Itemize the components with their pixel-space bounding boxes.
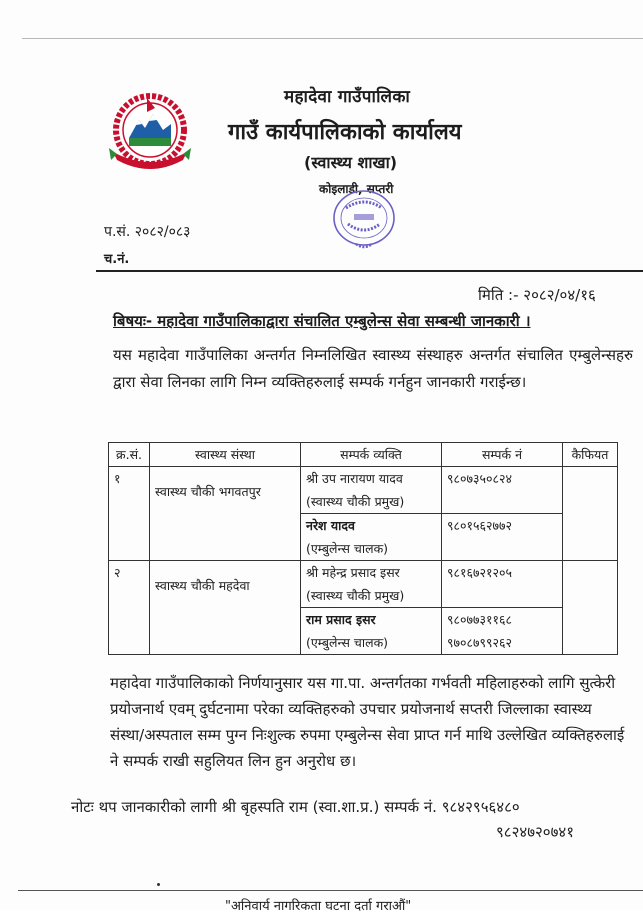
contact-person-cell: [301, 561, 442, 608]
row-institution: स्वास्थ्य चौकी भगवतपुर: [150, 467, 301, 561]
header-remarks: कैफियत: [563, 443, 618, 467]
municipality-name: महादेवा गाउँपालिका: [284, 87, 411, 107]
table-row: [109, 467, 618, 514]
contact-role: (स्वास्थ्य चौकी प्रमुख): [306, 588, 405, 603]
contact-role: (एम्बुलेन्स चालक): [306, 635, 389, 650]
office-name: गाउँ कार्यपालिकाको कार्यालय: [228, 120, 462, 145]
table-header-row: [109, 443, 618, 467]
contact-name: राम प्रसाद इसर: [306, 612, 376, 627]
intro-paragraph: यस महादेवा गाउँपालिका अन्तर्गत निम्नलिखित स्वास्थ्य संस्थाहरु अन्तर्गत संचालित एम्बुलेन्सहरु द्वारा सेवा लिनका लागि निम्न व्यक्तिहरुलाई सम्पर्क गर्नहुन जानकारी गराईन्छ।: [113, 346, 633, 391]
note-line: नोटः थप जानकारीको लागी श्री बृहस्पति राम (स्वा.शा.प्र.) सम्पर्क नं. ९८४२९५६४८०: [71, 798, 520, 816]
contact-name: श्री महेन्द्र प्रसाद इसर: [306, 565, 400, 580]
contact-person-cell: [301, 608, 442, 655]
contact-phone: ९८०१५६२७७२: [442, 514, 563, 561]
ambulance-contacts-table: [108, 442, 618, 655]
municipality-emblem-logo: [103, 90, 197, 176]
footer-slogan: "अनिवार्य नागरिकता घटना दर्ता गराऔं": [225, 899, 412, 914]
dispatch-number: च.नं.: [104, 252, 130, 267]
page-top-border: [22, 38, 643, 39]
contact-name: नरेश यादव: [306, 518, 355, 533]
header-contact-number: सम्पर्क नं: [442, 443, 563, 467]
section-name: (स्वास्थ्य शाखा): [304, 153, 398, 172]
decision-paragraph: महादेवा गाउँपालिकाको निर्णयानुसार यस गा.पा. अन्तर्गतका गर्भवती महिलाहरुको लागि सुत्केरी प्रयोजनार्थ एवम् दुर्घटनामा परेका व्यक्तिहरुको उपचार प्रयोजनार्थ सप्तरी जिल्लाका स्वास्थ्य संस्था/अस्पताल सम्म पुग्न निःशुल्क रुपमा एम्बुलेन्स सेवा प्राप्त गर्न माथि उल्लेखित व्यक्तिहरुलाई ने सम्पर्क राखी सहुलियत लिन हुन अनुरोध छ।: [110, 674, 625, 770]
header-contact-person: सम्पर्क व्यक्ति: [301, 443, 442, 467]
contact-person-cell: [301, 467, 442, 514]
table-row: [109, 561, 618, 608]
contact-phone-cell: [442, 608, 563, 655]
letter-date: मिति :- २०८२/०४/१६: [478, 286, 596, 304]
contact-phone: ९८१६७२१२०५: [442, 561, 563, 608]
contact-role: (स्वास्थ्य चौकी प्रमुख): [306, 494, 405, 509]
page-speck: [157, 883, 160, 886]
header-institution: स्वास्थ्य संस्था: [150, 443, 301, 467]
row-serial: १: [109, 467, 150, 561]
row-institution: स्वास्थ्य चौकी महदेवा: [150, 561, 301, 655]
contact-name: श्री उप नारायण यादव: [306, 471, 403, 486]
row-serial: २: [109, 561, 150, 655]
official-stamp: [316, 190, 412, 252]
note-phone-alt: ९८२४७२०७४१: [496, 823, 575, 841]
contact-phone: ९८०७३५०८२४: [442, 467, 563, 514]
contact-phone: ९८०७७३११६८: [447, 612, 513, 627]
contact-role: (एम्बुलेन्स चालक): [306, 541, 389, 556]
letter-subject: बिषयः- महादेवा गाउँपालिकाद्वारा संचालित एम्बुलेन्स सेवा सम्बन्धी जानकारी ।: [113, 312, 531, 330]
letterhead-divider: [96, 270, 643, 272]
header-serial: क्र.सं.: [109, 443, 150, 467]
office-location: कोइलाडी, सप्तरी: [319, 182, 394, 196]
contact-phone-alt: ९७०८७९९२६२: [447, 635, 513, 650]
footer-divider: [18, 890, 643, 891]
fiscal-year-reference: प.सं. २०८२/०८३: [104, 224, 191, 240]
remarks-cell: [563, 467, 618, 561]
contact-person-cell: [301, 514, 442, 561]
remarks-cell: [563, 561, 618, 655]
